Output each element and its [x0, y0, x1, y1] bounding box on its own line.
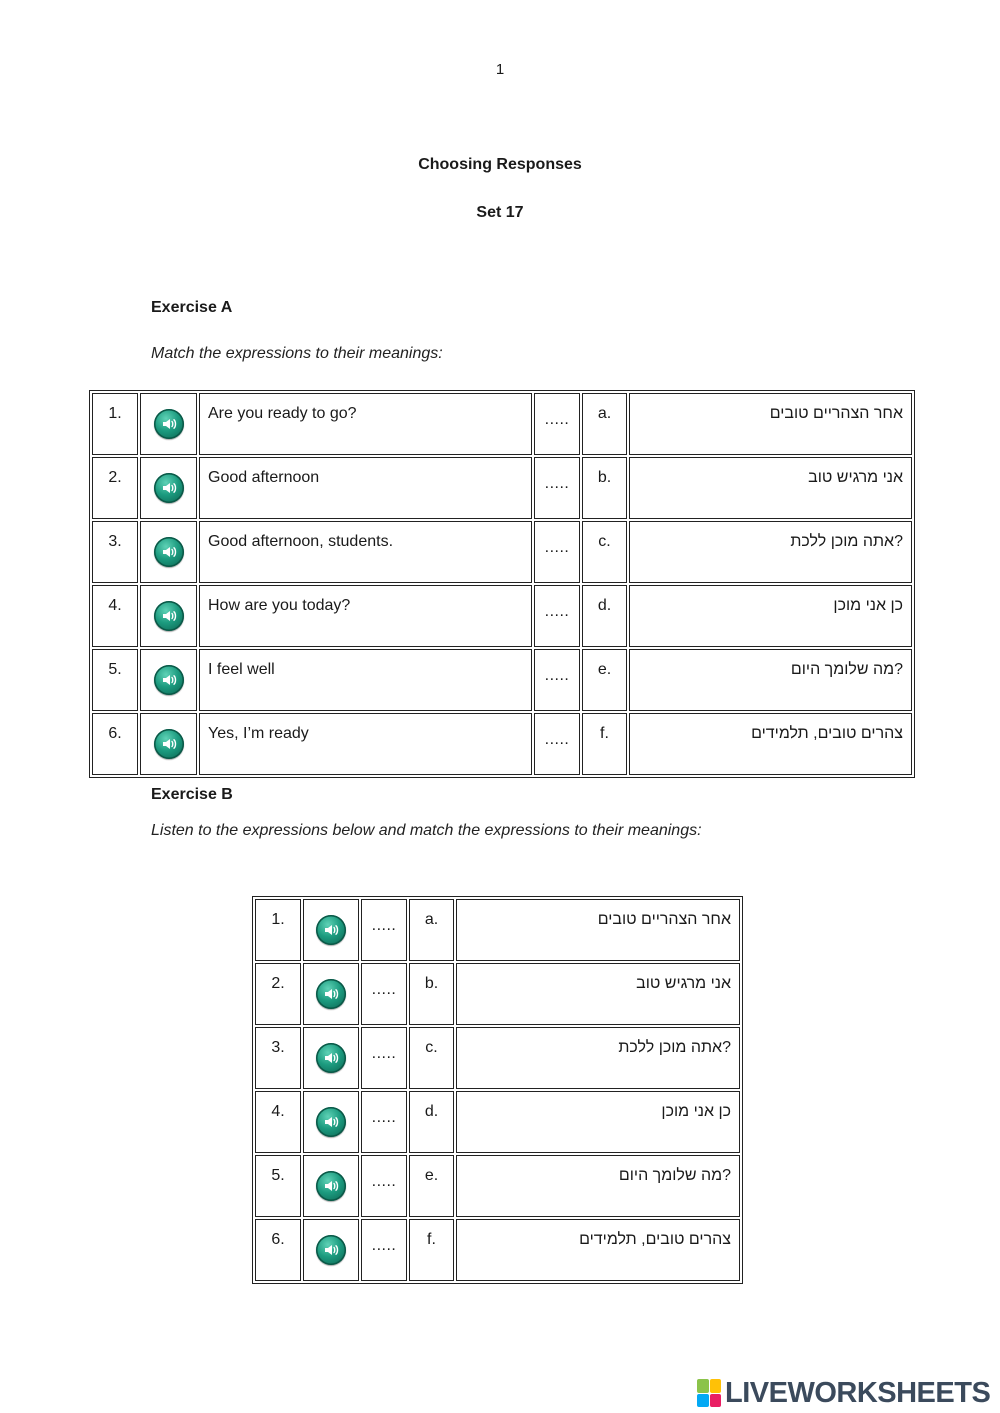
- option-letter: e.: [409, 1155, 454, 1217]
- audio-cell: [303, 1091, 359, 1153]
- exercise-b-instruction: Listen to the expressions below and match the expressions to their meanings:: [151, 822, 702, 839]
- meaning-text: מה שלומך היום?: [629, 649, 912, 711]
- brand-text: LIVEWORKSHEETS: [725, 1376, 991, 1409]
- speaker-icon[interactable]: [316, 1235, 346, 1265]
- table-row: [255, 1091, 740, 1153]
- table-row: [255, 1219, 740, 1281]
- speaker-glyph: [323, 986, 339, 1002]
- row-number: 6.: [255, 1219, 301, 1281]
- meaning-text: אני מרגיש טוב: [629, 457, 912, 519]
- speaker-icon[interactable]: [154, 729, 184, 759]
- table-row: [255, 1027, 740, 1089]
- exercise-b-table: [252, 896, 743, 1284]
- expression-text: Good afternoon, students.: [199, 521, 532, 583]
- page-title: Choosing Responses: [418, 156, 582, 173]
- exercise-b-heading: Exercise B: [151, 786, 233, 803]
- answer-blank[interactable]: .....: [534, 713, 580, 775]
- answer-blank[interactable]: .....: [534, 393, 580, 455]
- audio-cell: [303, 899, 359, 961]
- audio-cell: [140, 457, 197, 519]
- option-letter: e.: [582, 649, 627, 711]
- option-letter: a.: [409, 899, 454, 961]
- speaker-glyph: [161, 416, 177, 432]
- speaker-glyph: [161, 544, 177, 560]
- speaker-icon[interactable]: [316, 1043, 346, 1073]
- audio-cell: [303, 963, 359, 1025]
- table-row: [255, 899, 740, 961]
- table-row: [92, 521, 912, 583]
- row-number: 6.: [92, 713, 138, 775]
- answer-blank[interactable]: .....: [361, 1027, 407, 1089]
- liveworksheets-logo-icon: [697, 1379, 721, 1407]
- audio-cell: [140, 585, 197, 647]
- answer-blank[interactable]: .....: [361, 1091, 407, 1153]
- expression-text: Good afternoon: [199, 457, 532, 519]
- meaning-text: צהרים טובים, תלמידים: [456, 1219, 740, 1281]
- page-number: 1: [495, 61, 505, 78]
- table-row: [255, 963, 740, 1025]
- audio-cell: [303, 1027, 359, 1089]
- answer-blank[interactable]: .....: [361, 1219, 407, 1281]
- meaning-text: אתה מוכן ללכת?: [456, 1027, 740, 1089]
- audio-cell: [303, 1219, 359, 1281]
- speaker-glyph: [323, 1050, 339, 1066]
- option-letter: b.: [582, 457, 627, 519]
- row-number: 5.: [255, 1155, 301, 1217]
- answer-blank[interactable]: .....: [534, 521, 580, 583]
- table-row: [92, 585, 912, 647]
- speaker-glyph: [323, 1114, 339, 1130]
- option-letter: c.: [582, 521, 627, 583]
- option-letter: c.: [409, 1027, 454, 1089]
- page-subtitle: Set 17: [476, 204, 524, 221]
- speaker-glyph: [323, 1178, 339, 1194]
- option-letter: f.: [582, 713, 627, 775]
- meaning-text: כן אני מוכן: [456, 1091, 740, 1153]
- speaker-glyph: [161, 736, 177, 752]
- answer-blank[interactable]: .....: [361, 899, 407, 961]
- meaning-text: צהרים טובים, תלמידים: [629, 713, 912, 775]
- meaning-text: אתה מוכן ללכת?: [629, 521, 912, 583]
- speaker-icon[interactable]: [154, 537, 184, 567]
- audio-cell: [140, 713, 197, 775]
- speaker-icon[interactable]: [154, 601, 184, 631]
- speaker-icon[interactable]: [316, 979, 346, 1009]
- row-number: 1.: [255, 899, 301, 961]
- meaning-text: אני מרגיש טוב: [456, 963, 740, 1025]
- speaker-glyph: [161, 672, 177, 688]
- speaker-icon[interactable]: [316, 1107, 346, 1137]
- expression-text: How are you today?: [199, 585, 532, 647]
- exercise-a-instruction: Match the expressions to their meanings:: [151, 345, 443, 362]
- speaker-icon[interactable]: [154, 473, 184, 503]
- row-number: 1.: [92, 393, 138, 455]
- answer-blank[interactable]: .....: [361, 1155, 407, 1217]
- expression-text: I feel well: [199, 649, 532, 711]
- expression-text: Yes, I’m ready: [199, 713, 532, 775]
- row-number: 4.: [255, 1091, 301, 1153]
- table-row: [92, 713, 912, 775]
- option-letter: f.: [409, 1219, 454, 1281]
- audio-cell: [140, 649, 197, 711]
- speaker-glyph: [323, 922, 339, 938]
- meaning-text: מה שלומך היום?: [456, 1155, 740, 1217]
- audio-cell: [140, 521, 197, 583]
- row-number: 3.: [255, 1027, 301, 1089]
- speaker-icon[interactable]: [316, 915, 346, 945]
- table-row: [92, 393, 912, 455]
- option-letter: b.: [409, 963, 454, 1025]
- answer-blank[interactable]: .....: [534, 649, 580, 711]
- row-number: 4.: [92, 585, 138, 647]
- table-row: [92, 649, 912, 711]
- table-row: [255, 1155, 740, 1217]
- speaker-glyph: [161, 608, 177, 624]
- exercise-a-table: [89, 390, 915, 778]
- speaker-icon[interactable]: [316, 1171, 346, 1201]
- row-number: 2.: [255, 963, 301, 1025]
- audio-cell: [140, 393, 197, 455]
- speaker-icon[interactable]: [154, 409, 184, 439]
- exercise-a-heading: Exercise A: [151, 299, 233, 316]
- meaning-text: אחר הצהריים טובים: [629, 393, 912, 455]
- option-letter: d.: [409, 1091, 454, 1153]
- option-letter: d.: [582, 585, 627, 647]
- answer-blank[interactable]: .....: [534, 457, 580, 519]
- liveworksheets-brand: [697, 1377, 990, 1409]
- answer-blank[interactable]: .....: [534, 585, 580, 647]
- row-number: 5.: [92, 649, 138, 711]
- speaker-icon[interactable]: [154, 665, 184, 695]
- answer-blank[interactable]: .....: [361, 963, 407, 1025]
- option-letter: a.: [582, 393, 627, 455]
- table-row: [92, 457, 912, 519]
- row-number: 3.: [92, 521, 138, 583]
- speaker-glyph: [161, 480, 177, 496]
- meaning-text: כן אני מוכן: [629, 585, 912, 647]
- row-number: 2.: [92, 457, 138, 519]
- expression-text: Are you ready to go?: [199, 393, 532, 455]
- audio-cell: [303, 1155, 359, 1217]
- speaker-glyph: [323, 1242, 339, 1258]
- meaning-text: אחר הצהריים טובים: [456, 899, 740, 961]
